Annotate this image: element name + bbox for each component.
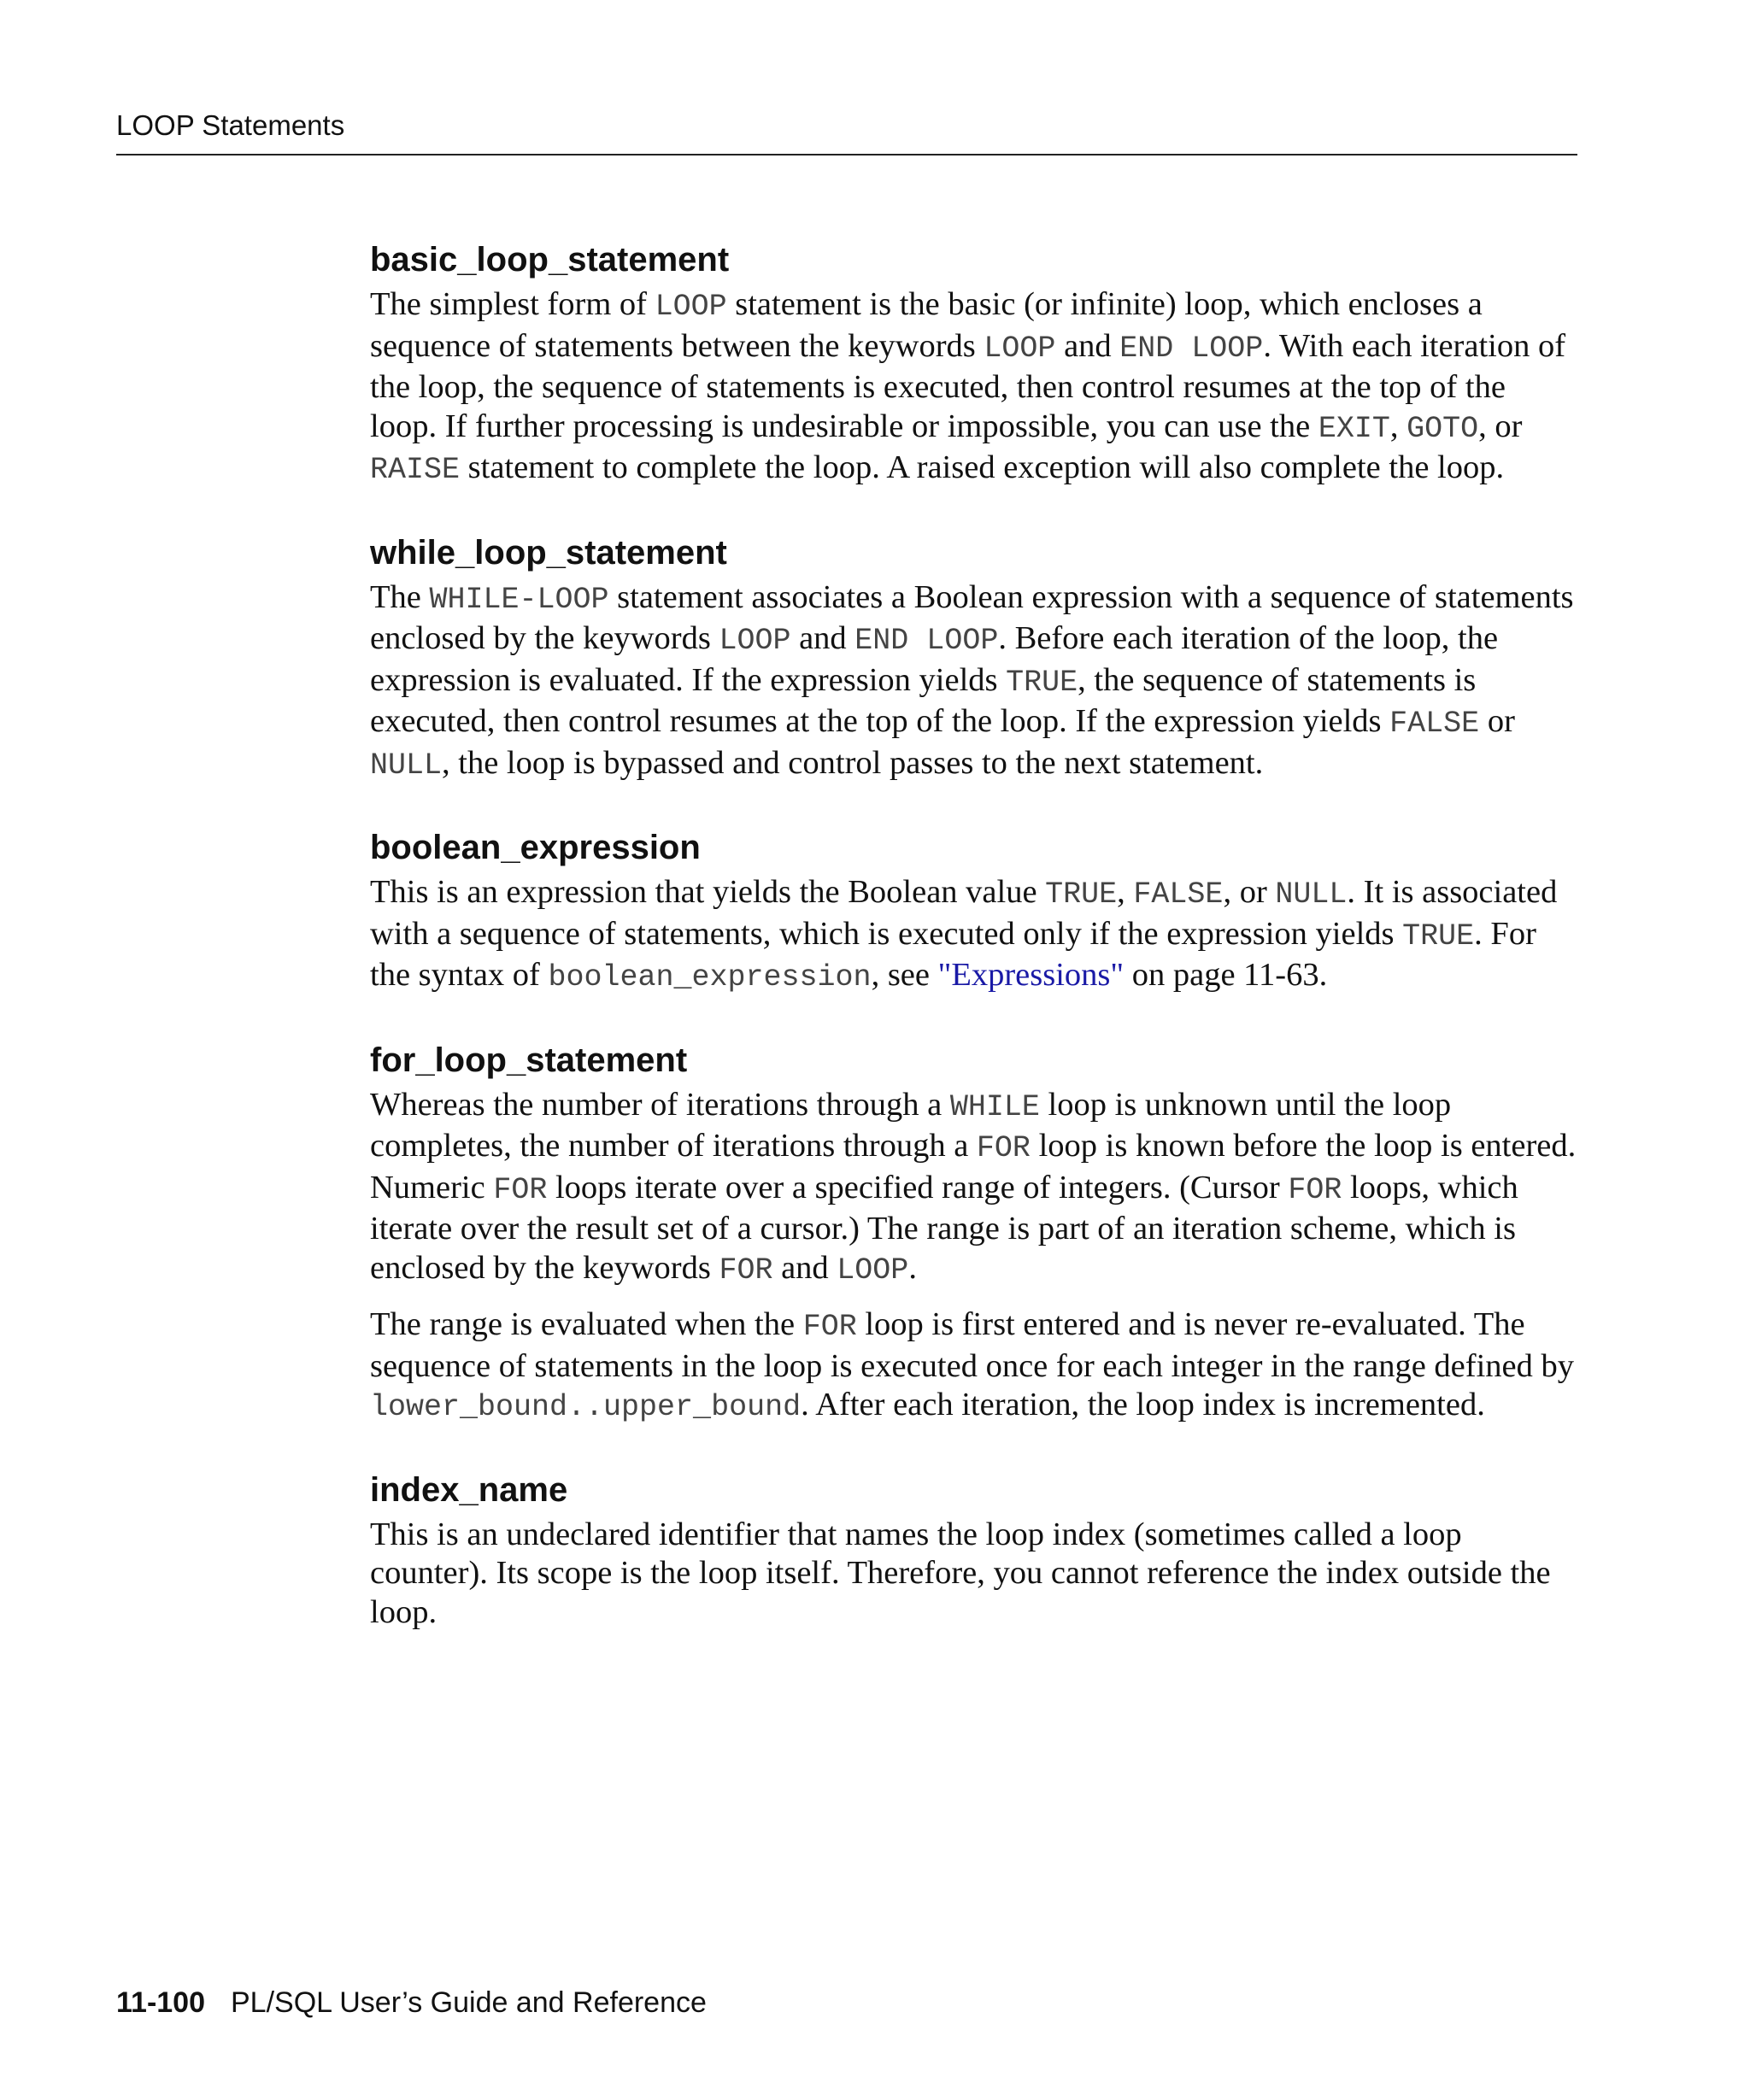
section-heading: basic_loop_statement: [370, 241, 730, 279]
code-term: FOR: [493, 1172, 548, 1207]
section-heading: index_name: [370, 1470, 568, 1509]
code-term: FOR: [802, 1310, 857, 1344]
code-term: END LOOP: [854, 624, 999, 658]
code-term: boolean_expression: [548, 960, 872, 994]
main-content: [370, 239, 1579, 1674]
section-paragraph: The simplest form of LOOP statement is the basic (or infinite) loop, which encloses a sequence of statements between the keywords LOOP and END LOOP. With each iteration of the loop, the sequence of statements is executed, then control resumes at the top of the loop. If further processing is undesirable or impossible, you can use the EXIT, GOTO, or RAISE statement to complete the loop. A raised exception will also complete the loop.: [370, 286, 1566, 487]
expressions-cross-reference-link[interactable]: "Expressions": [937, 957, 1125, 993]
section-paragraph: The WHILE-LOOP statement associates a Boolean expression with a sequence of statements enclosed by the keywords LOOP and END LOOP. Before each iteration of the loop, the expression is evaluated. If the expression yields TRUE, the sequence of statements is executed, then control resumes at the top of the loop. If the expression yields FALSE or NULL, the loop is bypassed and control passes to the next statement.: [370, 578, 1574, 783]
code-term: NULL: [1275, 877, 1348, 912]
section-paragraph: Whereas the number of iterations through a WHILE loop is unknown until the loop completes, the number of iterations through a FOR loop is known before the loop is entered. Numeric FOR loops iterate over a specified range of integers. (Cursor FOR loops, which iterate over the result set of a cursor.) The range is part of an iteration scheme, which is enclosed by the keywords FOR and LOOP.: [370, 1086, 1577, 1288]
code-term: TRUE: [1045, 877, 1118, 912]
code-term: WHILE: [949, 1089, 1040, 1124]
section-for-loop-statement: [370, 1040, 1579, 1428]
code-term: FOR: [719, 1252, 773, 1288]
code-term: LOOP: [719, 624, 791, 658]
page-number: 11-100: [116, 1986, 205, 2019]
code-term: WHILE-LOOP: [429, 582, 609, 617]
book-title: PL/SQL User’s Guide and Reference: [231, 1986, 707, 2019]
running-footer: [116, 1986, 707, 2020]
code-term: NULL: [370, 748, 443, 783]
section-heading: for_loop_statement: [370, 1041, 688, 1079]
section-heading: boolean_expression: [370, 829, 701, 866]
code-term: LOOP: [655, 290, 727, 324]
code-term: FOR: [976, 1131, 1031, 1165]
code-term: TRUE: [1006, 665, 1078, 700]
code-term: GOTO: [1406, 411, 1479, 446]
section-while-loop-statement: [370, 532, 1579, 786]
code-term: EXIT: [1318, 411, 1390, 446]
code-term: RAISE: [370, 453, 461, 487]
code-term: LOOP: [837, 1252, 909, 1288]
code-term: END LOOP: [1119, 331, 1264, 366]
code-term: TRUE: [1402, 918, 1475, 953]
section-paragraph: This is an expression that yields the Boolean value TRUE, FALSE, or NULL. It is associated with a sequence of statements, which is executed only if the expression yields TRUE. For the syntax of boolean_expression, see "Expressions" on page 11-63.: [370, 874, 1558, 994]
section-paragraph: The range is evaluated when the FOR loop is first entered and is never re-evaluated. The sequence of statements in the loop is executed once for each integer in the range defined by lower_bound..upper_bound. After each iteration, the loop index is incremented.: [370, 1306, 1574, 1424]
section-paragraph: This is an undeclared identifier that names the loop index (sometimes called a loop counter). Its scope is the loop itself. Therefore, you cannot reference the index outside the loop.: [370, 1516, 1551, 1630]
code-term: FALSE: [1133, 877, 1224, 912]
section-index-name: [370, 1469, 1579, 1633]
code-term: lower_bound..upper_bound: [370, 1390, 802, 1424]
header-title: LOOP Statements: [116, 109, 345, 141]
section-basic-loop-statement: [370, 239, 1579, 490]
running-header: [116, 108, 1577, 155]
section-heading: while_loop_statement: [370, 533, 727, 572]
code-term: FOR: [1288, 1172, 1342, 1207]
section-boolean-expression: [370, 827, 1579, 998]
code-term: FALSE: [1389, 707, 1480, 741]
code-term: LOOP: [984, 331, 1056, 366]
